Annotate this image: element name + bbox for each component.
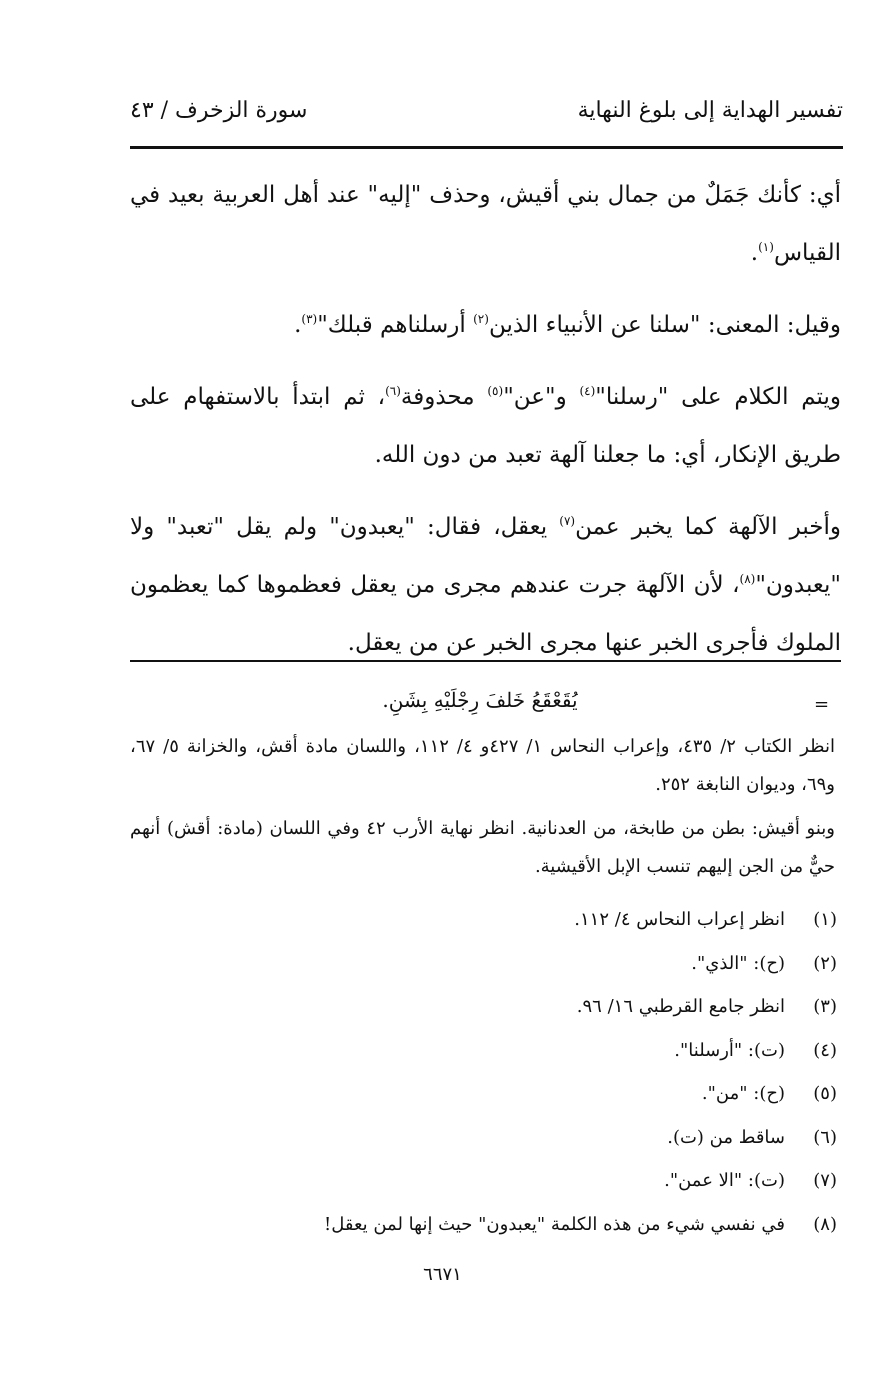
text-segment: محذوفة [400, 384, 488, 410]
footnote-ref[interactable]: (٥) [487, 384, 504, 398]
footnote-number: (٢) [813, 952, 837, 974]
text-segment: . [294, 312, 302, 338]
continuation-mark: = [814, 694, 830, 715]
footnote-ref[interactable]: (٣) [301, 312, 318, 326]
footnote-item [130, 1116, 837, 1160]
footnote-number: (٧) [813, 1170, 837, 1192]
footnote-number: (٥) [813, 1083, 837, 1105]
footnote-number: (٣) [813, 996, 837, 1018]
footnote-item [130, 1203, 837, 1247]
paragraph [130, 498, 841, 672]
poetry-verse: يُقَعْقَعُ خَلفَ رِجْلَيْهِ بِشَنِ. [382, 688, 578, 712]
text-segment: أرسلناهم قبلك" [317, 312, 474, 338]
running-header [130, 98, 843, 138]
footnote-text: (ح): "من". [701, 1083, 785, 1105]
footnote-number: (٨) [813, 1213, 837, 1235]
footnote-item [130, 898, 837, 942]
text-segment: ، ثم ابتدأ بالاستفهام على طريق الإنكار، أي: ما جعلنا آلهة تعبد من دون الله. [130, 384, 841, 468]
footnote-item [130, 942, 837, 986]
surah-page-label: سورة الزخرف / ٤٣ [130, 98, 308, 123]
text-segment: وأخبر الآلهة كما يخبر عمن [575, 514, 842, 540]
main-text [130, 166, 841, 686]
text-segment: وقيل: المعنى: "سلنا عن الأنبياء الذين [488, 312, 841, 338]
header-rule [130, 146, 843, 149]
footnote-item [130, 985, 837, 1029]
footnote-text: (ت): "الا عمن". [664, 1170, 785, 1192]
footnote-ref[interactable]: (٦) [385, 384, 401, 398]
footnote-text: انظر جامع القرطبي ١٦/ ٩٦. [576, 996, 785, 1018]
text-segment: و"عن" [503, 384, 580, 410]
footnote-separator [130, 660, 841, 662]
footnote-ref[interactable]: (٢) [473, 312, 489, 326]
footnote-number: (٤) [813, 1039, 837, 1061]
footnote-ref[interactable]: (٨) [739, 572, 756, 586]
text-segment: ، لأن الآلهة جرت عندهم مجرى من يعقل فعظموها كما يعظمون الملوك فأجرى الخبر عنها مجرى الخبر عن من يعقل. [130, 572, 841, 656]
text-segment: . [750, 240, 759, 266]
paragraph [130, 368, 841, 484]
footnote-number: (١) [813, 909, 837, 931]
footnote-ref[interactable]: (٤) [579, 384, 596, 398]
footnote-paragraph: وبنو أقيش: بطن من طابخة، من العدنانية. انظر نهاية الأرب ٤٢ وفي اللسان (مادة: أقش) أنهم حيٌّ من الجن إليهم تنسب الإبل الأقيشية. [130, 818, 835, 877]
footnote-text: انظر إعراب النحاس ٤/ ١١٢. [574, 909, 785, 931]
text-segment: يعقل، فقال: "يعبدون" ولم يقل "تعبد" ولا "يعبدون" [130, 514, 841, 598]
page-number: ٦٦٧١ [423, 1264, 462, 1285]
book-title: تفسير الهداية إلى بلوغ النهاية [577, 98, 843, 123]
footnote-ref[interactable]: (١) [758, 240, 774, 254]
text-segment: ويتم الكلام على "رسلنا" [595, 384, 841, 410]
footnote-ref[interactable]: (٧) [559, 514, 576, 528]
footnote-item [130, 1159, 837, 1203]
paragraph [130, 166, 841, 282]
footnote-item [130, 1072, 837, 1116]
footnote-continuation [130, 728, 835, 892]
footnote-list [130, 898, 837, 1246]
footnote-paragraph: انظر الكتاب ٢/ ٤٣٥، وإعراب النحاس ١/ ٤٢٧و ٤/ ١١٢، واللسان مادة أقش، والخزانة ٥/ ٦٧، و٦٩، وديوان النابغة ٢٥٢. [130, 736, 835, 795]
footnote-number: (٦) [813, 1126, 837, 1148]
footnote-text: (ح): "الذي". [691, 952, 785, 974]
footnote-text: في نفسي شيء من هذه الكلمة "يعبدون" حيث إنها لمن يعقل! [323, 1213, 785, 1235]
footnote-text: ساقط من (ت). [667, 1126, 785, 1148]
footnote-text: (ت): "أرسلنا". [674, 1039, 785, 1061]
footnote-item [130, 1029, 837, 1073]
paragraph [130, 296, 841, 354]
text-segment: أي: كأنك جَمَلٌ من جمال بني أقيش، وحذف "إليه" عند أهل العربية بعيد في القياس [130, 182, 841, 266]
